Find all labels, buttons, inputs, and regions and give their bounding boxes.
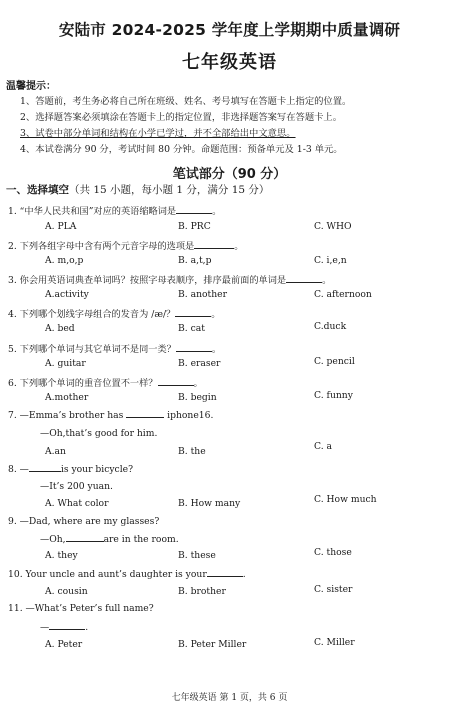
tip-item: 2、选择题答案必须填涂在答题卡上的指定位置，非选择题答案写在答题卡上。 — [20, 112, 343, 123]
tip-item: 4、本试卷满分 90 分，考试时间 80 分钟。命题范围：预备单元及 1-3 单元。 — [20, 144, 343, 155]
option-b: B. Peter Miller — [178, 639, 247, 650]
option-b: B. eraser — [178, 358, 221, 369]
dialogue-reply: —It’s 200 yuan. — [40, 481, 113, 492]
option-c: C. How much — [314, 494, 377, 505]
option-c: C. pencil — [314, 356, 355, 367]
option-a: A.an — [45, 446, 66, 457]
option-b: B. How many — [178, 498, 241, 509]
option-c: C. WHO — [314, 221, 352, 232]
answer-blank[interactable] — [175, 308, 211, 317]
question-stem: 10. Your uncle and aunt’s daughter is your . — [8, 569, 246, 580]
option-b: B. cat — [178, 323, 205, 334]
part-heading — [6, 182, 269, 197]
answer-blank[interactable] — [176, 205, 212, 214]
section-title: 笔试部分（90 分） — [172, 167, 287, 182]
question-stem: 2. 下列各组字母中含有两个元音字母的选项是 。 — [8, 241, 244, 252]
option-a: A. What color — [45, 498, 109, 509]
answer-blank[interactable] — [194, 240, 234, 249]
option-b: B. PRC — [178, 221, 211, 232]
option-b: B. another — [178, 289, 227, 300]
option-a: A.activity — [45, 289, 89, 300]
option-c: C.duck — [314, 321, 347, 332]
tips-heading: 温馨提示： — [6, 81, 56, 92]
option-b: B. begin — [178, 392, 217, 403]
option-a: A. cousin — [45, 586, 88, 597]
option-c: C. Miller — [314, 637, 355, 648]
dialogue-reply: — . — [40, 622, 89, 633]
part-note: （共 15 小题，每小题 1 分，满分 15 分） — [69, 184, 270, 196]
page-footer: 七年级英语 第 1 页，共 6 页 — [171, 693, 288, 703]
answer-blank[interactable] — [49, 621, 85, 630]
answer-blank[interactable] — [29, 463, 61, 472]
answer-blank[interactable] — [158, 377, 194, 386]
option-b: B. these — [178, 550, 216, 561]
exam-title: 安陆市 2024-2025 学年度上学期期中质量调研 — [58, 21, 401, 39]
tip-item: 1、答题前，考生务必将自己所在班级、姓名、考号填写在答题卡上指定的位置。 — [20, 96, 352, 107]
option-a: A.mother — [45, 392, 89, 403]
option-a: A. Peter — [45, 639, 83, 650]
part-title: 一、选择填空 — [6, 184, 69, 196]
dialogue-reply: —Oh,that’s good for him. — [40, 428, 158, 439]
option-c: C. afternoon — [314, 289, 372, 300]
option-c: C. funny — [314, 390, 353, 401]
question-stem: 6. 下列哪个单词的重音位置不一样？ 。 — [8, 378, 203, 389]
option-a: A. m,o,p — [45, 255, 84, 266]
option-a: A. guitar — [45, 358, 86, 369]
answer-blank[interactable] — [207, 568, 243, 577]
option-b: B. the — [178, 446, 206, 457]
answer-blank[interactable] — [66, 533, 104, 542]
option-a: A. PLA — [45, 221, 77, 232]
question-stem: 11. —What’s Peter’s full name? — [8, 603, 154, 614]
option-c: C. a — [314, 441, 333, 452]
option-a: A. they — [45, 550, 78, 561]
option-c: C. i,e,n — [314, 255, 347, 266]
option-c: C. sister — [314, 584, 353, 595]
answer-blank[interactable] — [176, 343, 212, 352]
question-stem: 9. —Dad, where are my glasses? — [8, 516, 160, 527]
option-a: A. bed — [45, 323, 75, 334]
question-stem: 8. — is your bicycle? — [8, 464, 134, 475]
question-stem: 5. 下列哪个单词与其它单词不是同一类？ 。 — [8, 344, 222, 355]
dialogue-reply: —Oh, are in the room. — [40, 534, 179, 545]
option-c: C. those — [314, 547, 352, 558]
answer-blank[interactable] — [126, 409, 164, 418]
option-b: B. brother — [178, 586, 226, 597]
answer-blank[interactable] — [286, 274, 322, 283]
question-stem: 4. 下列哪个划线字母组合的发音为 /æ/？ 。 — [8, 309, 221, 320]
question-stem: 3. 你会用英语词典查单词吗？按照字母表顺序，排序最前面的单词是 。 — [8, 275, 332, 286]
question-stem: 1. “中华人民共和国”对应的英语缩略词是 。 — [8, 206, 222, 217]
option-b: B. a,t,p — [178, 255, 212, 266]
tip-item: 3、试卷中部分单词和结构在小学已学过，并不全部给出中文意思。 — [20, 128, 296, 139]
question-stem: 7. —Emma’s brother has iphone16. — [8, 410, 214, 421]
exam-subject: 七年级英语 — [182, 52, 277, 73]
